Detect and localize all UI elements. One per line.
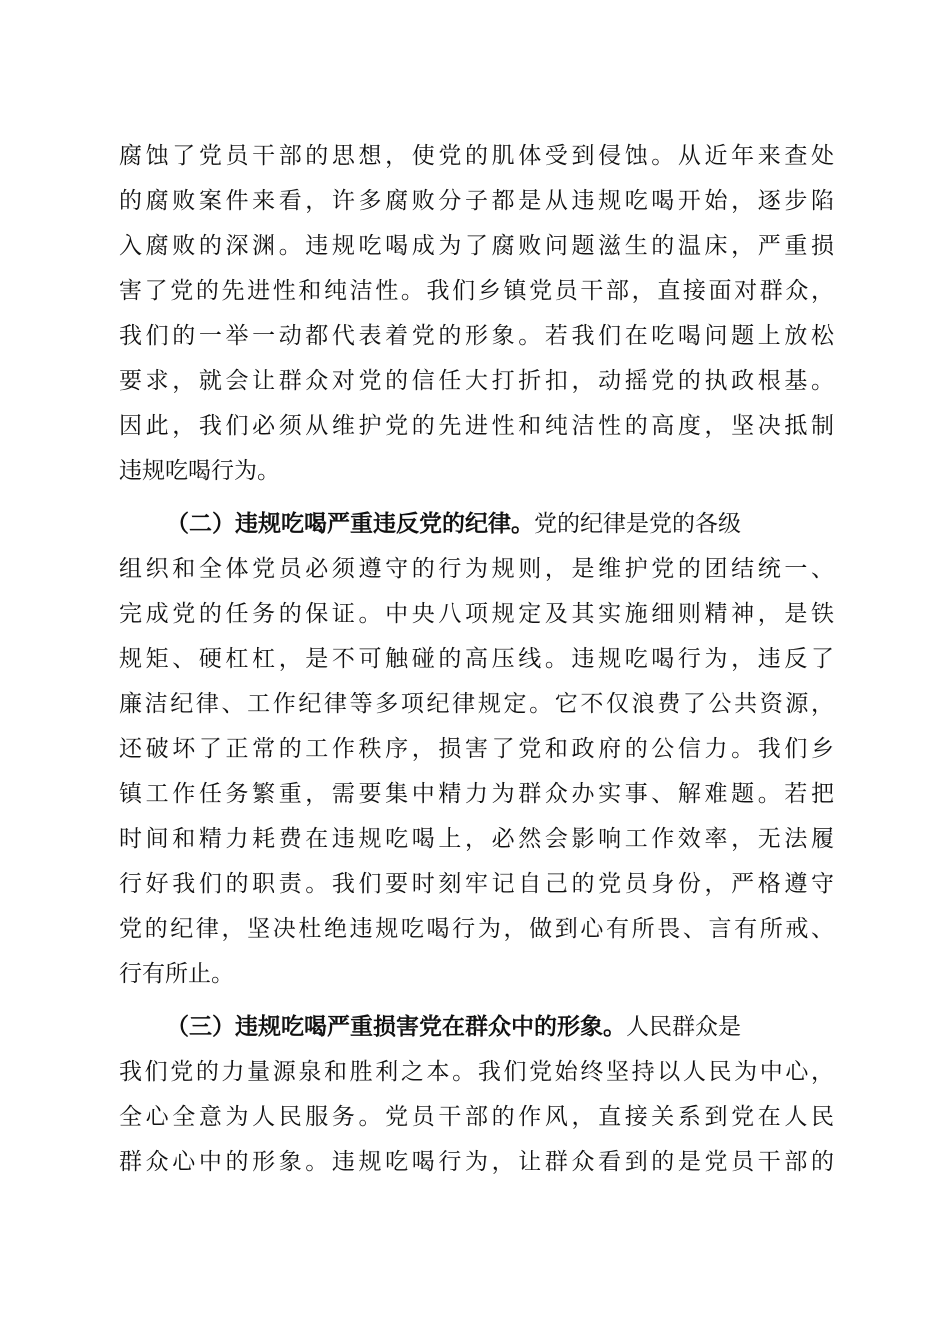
p2-line-8: 时间和精力耗费在违规吃喝上，必然会影响工作效率，无法履 bbox=[119, 826, 834, 852]
p2-line-9: 行好我们的职责。我们要时刻牢记自己的党员身份，严格遵守 bbox=[119, 871, 834, 897]
p1-line-2: 的腐败案件来看，许多腐败分子都是从违规吃喝开始，逐步陷 bbox=[119, 188, 834, 214]
p2-line-10: 党的纪律，坚决杜绝违规吃喝行为，做到心有所畏、言有所戒、 bbox=[119, 916, 834, 942]
p1-line-7: 因此，我们必须从维护党的先进性和纯洁性的高度，坚决抵制 bbox=[119, 413, 834, 439]
p3-heading: （三）违规吃喝严重损害党在群众中的形象。 bbox=[166, 1014, 626, 1040]
p1-line-6: 要求，就会让群众对党的信任大打折扣，动摇党的执政根基。 bbox=[119, 368, 834, 394]
p3-line-2: 我们党的力量源泉和胜利之本。我们党始终坚持以人民为中心， bbox=[119, 1059, 834, 1085]
p3-line-3: 全心全意为人民服务。党员干部的作风，直接关系到党在人民 bbox=[119, 1104, 834, 1130]
p1-line-3: 入腐败的深渊。违规吃喝成为了腐败问题滋生的温床，严重损 bbox=[119, 233, 834, 259]
p3-first-line-rest: 人民群众是 bbox=[626, 1014, 741, 1040]
p2-line-2: 组织和全体党员必须遵守的行为规则，是维护党的团结统一、 bbox=[119, 556, 834, 582]
p2-line-4: 规矩、硬杠杠，是不可触碰的高压线。违规吃喝行为，违反了 bbox=[119, 646, 834, 672]
p2-line-7: 镇工作任务繁重，需要集中精力为群众办实事、解难题。若把 bbox=[119, 781, 834, 807]
p1-line-1: 腐蚀了党员干部的思想，使党的肌体受到侵蚀。从近年来查处 bbox=[119, 143, 834, 169]
p2-line-6: 还破坏了正常的工作秩序，损害了党和政府的公信力。我们乡 bbox=[119, 736, 834, 762]
p2-first-line bbox=[119, 502, 834, 546]
p2-line-11: 行有所止。 bbox=[119, 961, 234, 987]
p1-line-8: 违规吃喝行为。 bbox=[119, 458, 280, 484]
p2-heading: （二）违规吃喝严重违反党的纪律。 bbox=[166, 511, 534, 537]
p3-line-4: 群众心中的形象。违规吃喝行为，让群众看到的是党员干部的 bbox=[119, 1149, 834, 1175]
p1-line-5: 我们的一举一动都代表着党的形象。若我们在吃喝问题上放松 bbox=[119, 323, 834, 349]
p2-line-5: 廉洁纪律、工作纪律等多项纪律规定。它不仅浪费了公共资源， bbox=[119, 691, 834, 717]
p1-line-4: 害了党的先进性和纯洁性。我们乡镇党员干部，直接面对群众， bbox=[119, 278, 834, 304]
p2-line-3: 完成党的任务的保证。中央八项规定及其实施细则精神，是铁 bbox=[119, 601, 834, 627]
p2-first-line-rest: 党的纪律是党的各级 bbox=[534, 511, 741, 537]
p3-first-line bbox=[119, 1005, 834, 1049]
